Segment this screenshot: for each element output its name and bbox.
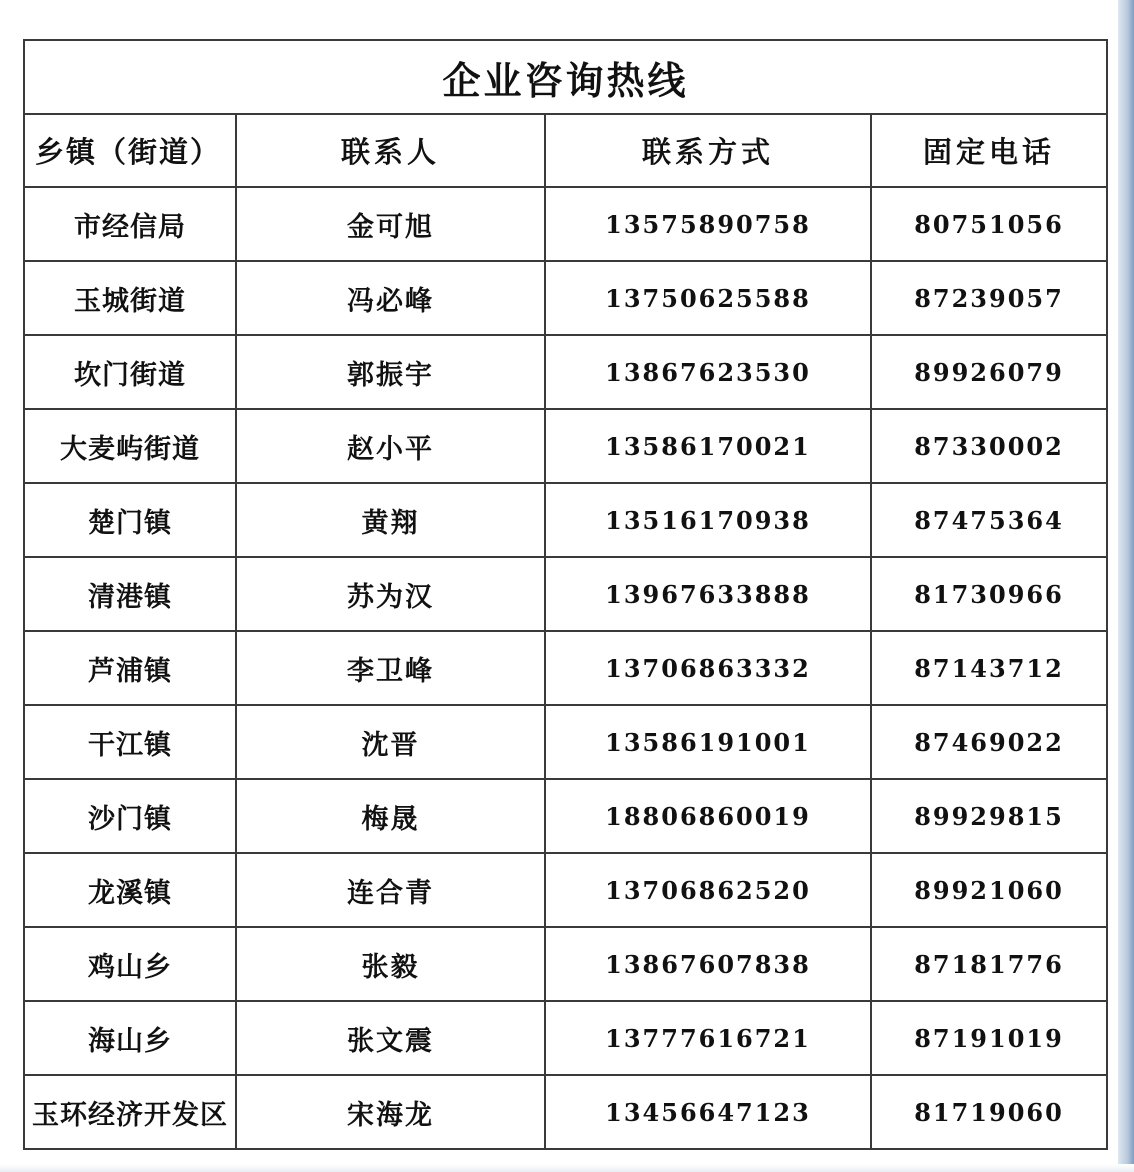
town-cell: 鸡山乡 — [24, 927, 236, 1001]
table-row — [24, 927, 1107, 1001]
mobile-cell: 13516170938 — [545, 483, 871, 557]
town-cell: 大麦屿街道 — [24, 409, 236, 483]
town-cell: 坎门街道 — [24, 335, 236, 409]
mobile-cell: 18806860019 — [545, 779, 871, 853]
mobile-cell: 13706862520 — [545, 853, 871, 927]
contact-cell: 黄翔 — [236, 483, 545, 557]
mobile-cell: 13967633888 — [545, 557, 871, 631]
mobile-cell: 13777616721 — [545, 1001, 871, 1075]
town-cell: 龙溪镇 — [24, 853, 236, 927]
table-row — [24, 557, 1107, 631]
table-row — [24, 853, 1107, 927]
contact-cell: 苏为汉 — [236, 557, 545, 631]
mobile-cell: 13706863332 — [545, 631, 871, 705]
tel-cell: 87181776 — [871, 927, 1107, 1001]
table-title: 企业咨询热线 — [24, 40, 1107, 114]
table-row — [24, 261, 1107, 335]
tel-cell: 87239057 — [871, 261, 1107, 335]
contact-cell: 郭振宇 — [236, 335, 545, 409]
tel-cell: 89921060 — [871, 853, 1107, 927]
town-cell: 玉环经济开发区 — [24, 1075, 236, 1149]
tel-cell: 87475364 — [871, 483, 1107, 557]
table-row — [24, 705, 1107, 779]
town-cell: 楚门镇 — [24, 483, 236, 557]
tel-cell: 80751056 — [871, 187, 1107, 261]
mobile-cell: 13575890758 — [545, 187, 871, 261]
tel-cell: 89929815 — [871, 779, 1107, 853]
table-row — [24, 409, 1107, 483]
page-edge-shadow — [1118, 0, 1134, 1172]
contact-cell: 李卫峰 — [236, 631, 545, 705]
contact-cell: 张文震 — [236, 1001, 545, 1075]
town-cell: 芦浦镇 — [24, 631, 236, 705]
mobile-cell: 13867607838 — [545, 927, 871, 1001]
contact-cell: 张毅 — [236, 927, 545, 1001]
mobile-cell: 13586170021 — [545, 409, 871, 483]
table-row — [24, 335, 1107, 409]
column-header-contact: 联系人 — [236, 114, 545, 187]
contact-cell: 冯必峰 — [236, 261, 545, 335]
table-row — [24, 1075, 1107, 1149]
mobile-cell: 13867623530 — [545, 335, 871, 409]
mobile-cell: 13586191001 — [545, 705, 871, 779]
column-header-town: 乡镇（街道） — [24, 114, 236, 187]
column-header-tel: 固定电话 — [871, 114, 1107, 187]
mobile-cell: 13456647123 — [545, 1075, 871, 1149]
town-cell: 干江镇 — [24, 705, 236, 779]
table-row — [24, 631, 1107, 705]
table-body — [24, 187, 1107, 1149]
table-row — [24, 779, 1107, 853]
table-row — [24, 483, 1107, 557]
header-row — [24, 114, 1107, 187]
tel-cell: 87191019 — [871, 1001, 1107, 1075]
town-cell: 玉城街道 — [24, 261, 236, 335]
contact-cell: 赵小平 — [236, 409, 545, 483]
tel-cell: 87469022 — [871, 705, 1107, 779]
hotline-table — [23, 39, 1108, 1150]
town-cell: 清港镇 — [24, 557, 236, 631]
tel-cell: 87143712 — [871, 631, 1107, 705]
tel-cell: 89926079 — [871, 335, 1107, 409]
contact-cell: 连合青 — [236, 853, 545, 927]
town-cell: 市经信局 — [24, 187, 236, 261]
contact-cell: 梅晟 — [236, 779, 545, 853]
title-row — [24, 40, 1107, 114]
tel-cell: 81719060 — [871, 1075, 1107, 1149]
town-cell: 沙门镇 — [24, 779, 236, 853]
table-row — [24, 1001, 1107, 1075]
page-bottom-edge — [0, 1164, 1134, 1172]
contact-cell: 金可旭 — [236, 187, 545, 261]
town-cell: 海山乡 — [24, 1001, 236, 1075]
table-row — [24, 187, 1107, 261]
tel-cell: 87330002 — [871, 409, 1107, 483]
tel-cell: 81730966 — [871, 557, 1107, 631]
contact-cell: 沈晋 — [236, 705, 545, 779]
column-header-mobile: 联系方式 — [545, 114, 871, 187]
contact-cell: 宋海龙 — [236, 1075, 545, 1149]
mobile-cell: 13750625588 — [545, 261, 871, 335]
